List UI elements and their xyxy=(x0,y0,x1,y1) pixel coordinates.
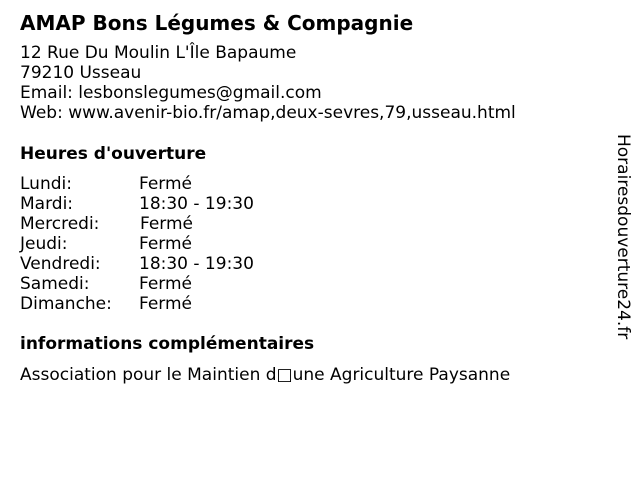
business-name: AMAP Bons Légumes & Compagnie xyxy=(20,11,414,35)
day-label: Vendredi: xyxy=(20,254,101,274)
hours-heading: Heures d'ouverture xyxy=(20,144,207,164)
contact-block xyxy=(20,43,516,123)
info-heading: informations complémentaires xyxy=(20,334,315,354)
email-line: Email: lesbonslegumes@gmail.com xyxy=(20,83,322,103)
time-value: 18:30 - 19:30 xyxy=(139,254,254,274)
time-value: Fermé xyxy=(139,174,193,194)
time-value: 18:30 - 19:30 xyxy=(139,194,254,214)
watermark-text: Horairesdouverture24.fr xyxy=(613,134,633,340)
address-city: 79210 Usseau xyxy=(20,63,142,83)
time-value: Fermé xyxy=(139,294,193,314)
day-label: Jeudi: xyxy=(20,234,68,254)
info-text: Association pour le Maintien d□une Agriculture Paysanne xyxy=(20,365,511,385)
day-label: Mercredi: xyxy=(20,214,100,234)
day-label: Dimanche: xyxy=(20,294,112,314)
site-watermark xyxy=(610,134,636,344)
day-label: Mardi: xyxy=(20,194,74,214)
day-label: Samedi: xyxy=(20,274,90,294)
address-street: 12 Rue Du Moulin L'Île Bapaume xyxy=(20,43,297,63)
time-value: Fermé xyxy=(139,234,193,254)
time-value: Fermé xyxy=(140,214,194,234)
web-line: Web: www.avenir-bio.fr/amap,deux-sevres,79,usseau.html xyxy=(20,103,516,123)
time-value: Fermé xyxy=(139,274,193,294)
day-label: Lundi: xyxy=(20,174,72,194)
